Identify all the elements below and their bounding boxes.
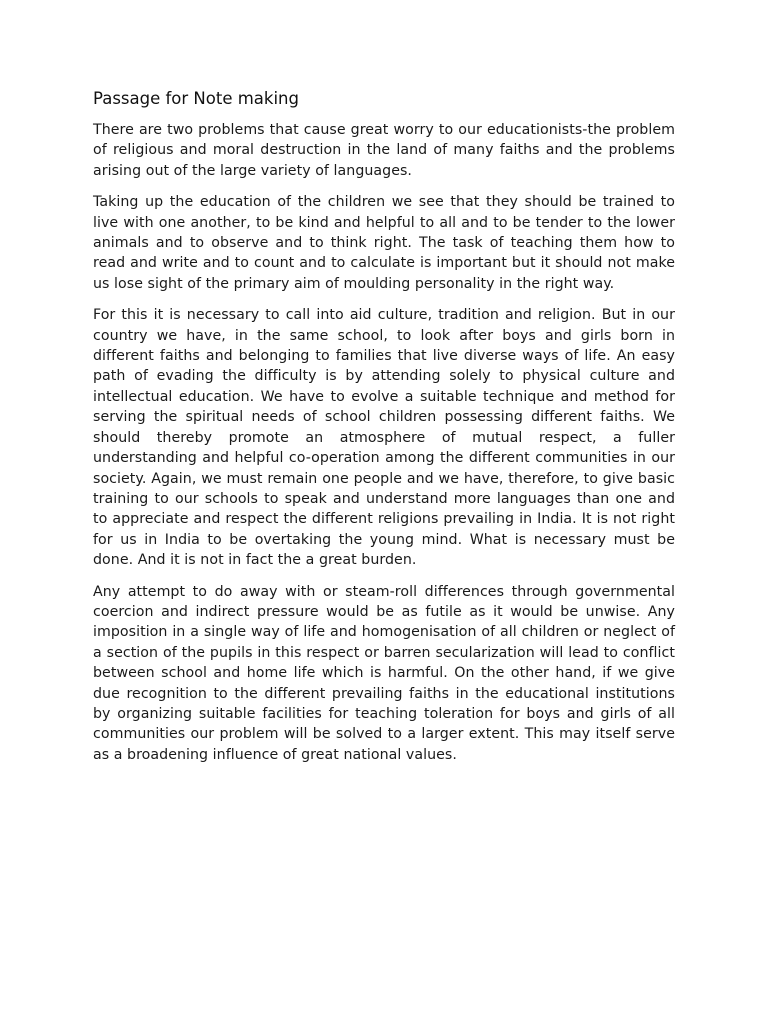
paragraph-4: Any attempt to do away with or steam-roll differences through governmental coercion and indirect pressure would be as futile as it would be unwise. Any imposition in a single way of life and homogenisation of all children or neglect of a section of the pupils in this respect or barren secularization will lead to conflict between school and home life which is harmful. On the other hand, if we give due recognition to the different prevailing faiths in the educational institutions by organizing suitable facilities for teaching toleration for boys and girls of all communities our problem will be solved to a larger extent. This may itself serve as a broadening influence of great national values. (93, 583, 675, 763)
paragraph-3: For this it is necessary to call into aid culture, tradition and religion. But in our country we have, in the same school, to look after boys and girls born in different faiths and belonging to families that live diverse ways of life. An easy path of evading the difficulty is by attending solely to physical culture and intellectual education. We have to evolve a suitable technique and method for serving the spiritual needs of school children possessing different faiths. We should thereby promote an atmosphere of mutual respect, a fuller understanding and helpful co-operation among the different communities in our society. Again, we must remain one people and we have, therefore, to give basic training to our schools to speak and understand more languages than one and to appreciate and respect the different religions prevailing in India. It is not right for us in India to be overtaking the young mind. What is necessary must be done. And it is not in fact the a great burden. (93, 307, 675, 569)
paragraph-1: There are two problems that cause great worry to our educationists-the problem of religious and moral destruction in the land of many faiths and the problems arising out of the large variety of languages. (93, 122, 675, 179)
paragraph-2: Taking up the education of the children we see that they should be trained to live with one another, to be kind and helpful to all and to be tender to the lower animals and to observe and to think right. The task of teaching them how to read and write and to count and to calculate is important but it should not make us lose sight of the primary aim of moulding personality in the right way. (93, 194, 675, 292)
document-page (93, 88, 675, 776)
document-title: Passage for Note making (93, 89, 299, 108)
